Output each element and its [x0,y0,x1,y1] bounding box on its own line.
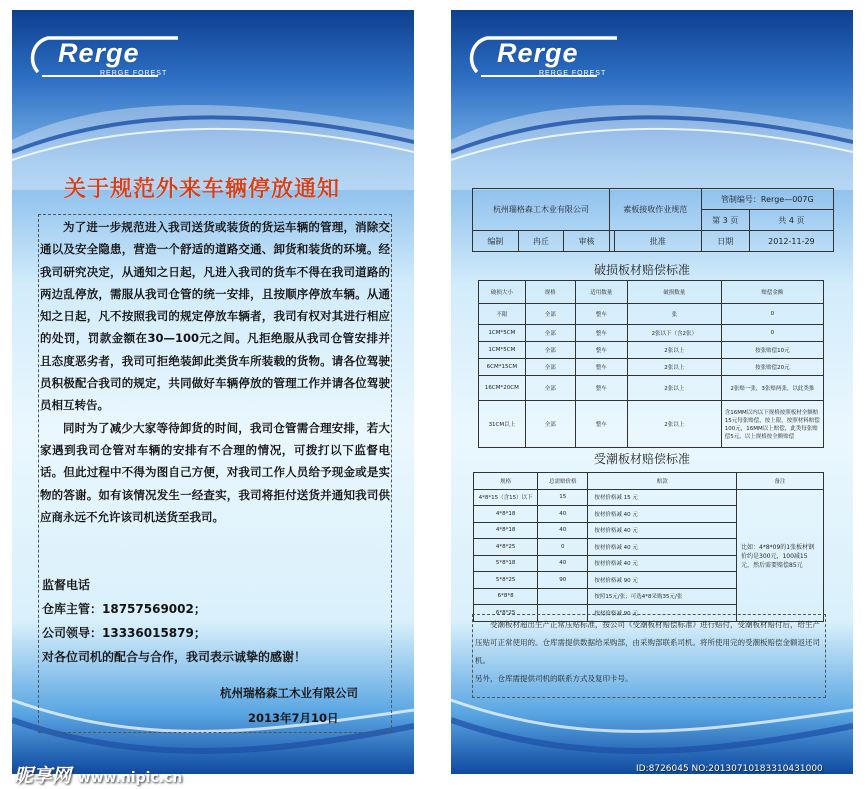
note-paragraph-1: 受潮板材超出生产正常压贴标准，按公司《受潮板材赔偿标准》进行赔付，受潮板材赔付后，给生产压贴可正常使用的。仓库需提供数据给采购部，由采购部联系司机。将所使用完的受潮板赔偿金额返还司机。 [475,620,820,665]
company-signature: 杭州瑞格森工木业有限公司 [220,686,358,700]
label-review: 审核 [564,231,610,252]
table-row [479,376,824,401]
table-cell: 按张赔偿10元 [721,342,823,359]
table-cell: 整车 [575,325,627,342]
notice-paragraph-2: 同时为了减少大家等待卸货的时间，我司仓管需合理安排，若大家遇到我司仓管对车辆的安排有不合理的情况，可拨打以下监督电话。但此过程中不得为图自己方便，对我司工作人员给予现金或是实物的答谢。如有该情况发生一经查实，我司将拒付送货并通知我司供应商永远不允许该司机送货至我司。 [40,420,390,524]
table-cell [538,588,588,605]
table-cell: 整车 [575,342,627,359]
table-cell: 全部 [525,376,575,401]
watermark-url: www.nipic.cn [77,770,183,786]
note-paragraph-2: 另外，仓库需提供司机的联系方式及复印卡号。 [475,674,633,683]
table-cell: 整车 [575,359,627,376]
notice-paragraph-1: 为了进一步规范进入我司送货或装货的货运车辆的管理，消除交通以及安全隐患，营造一个舒适的道路交通、卸货和装货的环境。经我司研究决定，从通知之日起，凡进入我司的货车不得在我司道路的两边乱停放，需服从我司仓管的统一安排，且按顺序停放车辆。从通知之日起，凡不按照我司的规定停放车辆者，我司有权对其进行相应的处罚，罚款金额在30—100元之间。凡拒绝服从我司仓管安排并且态度恶劣者，我司可拒绝装卸此类货车所装载的货物。请各位驾驶员积极配合我司的规定，共同做好车辆停放的管理工作并请各位驾驶员相互转告。 [40,220,390,413]
table-cell: 2张以上 [627,359,721,376]
table-cell: 40 [538,555,588,572]
table-cell: 4*8*25 [474,539,538,556]
notice-body [40,216,390,528]
column-header: 规格 [474,473,538,490]
column-header: 赔偿金额 [721,281,823,304]
table-row [479,359,824,376]
logo-subtitle: RERGE FOREST [539,70,607,77]
table-cell: 5*8*18 [474,555,538,572]
remark-cell: 比如：4*8*09的1张板材钢价约是300元，100减15元，然后需要赔偿85元 [737,489,824,621]
header-doc-title: 素板接收作业规范 [609,189,701,231]
notice-panel [12,10,414,774]
table-cell: 4*8*15（含15）以下 [474,489,538,506]
doc-header-table [472,188,834,252]
header-page: 第 3 页 [701,210,749,231]
table-cell: 2张赔一张，3张赔两张，以此类推 [721,376,823,401]
logo-subtitle: RERGE FOREST [100,70,168,77]
table-cell: 全部 [525,304,575,325]
table-cell: 1CM*5CM [479,325,526,342]
wet-table [473,472,824,622]
column-header: 规格 [525,281,575,304]
standards-panel [451,10,853,774]
table-cell: 0 [721,304,823,325]
logo-text: Rerge [497,38,579,68]
table-cell: 全部 [525,359,575,376]
table-cell: 2张以上 [627,401,721,448]
table-header-row [479,281,824,304]
column-header: 赔款 [588,473,737,490]
table-cell: 5*8*25 [474,572,538,589]
brand-logo [28,32,188,84]
table-cell: 90 [538,572,588,589]
table-cell: 6CM*15CM [479,359,526,376]
table-cell: 按照15元/张；可选4*8采购35元/张 [588,588,737,605]
table-cell: 含16MM以内以下规格按照板材全额赔15元每张赔偿，按上限，按照材料赔偿100元，16MM以上赔偿，此类每张赔偿5元，以上规格按全额赔偿 [721,401,823,448]
wet-title: 受潮板材赔偿标准 [594,452,691,466]
table-cell: 按张赔偿20元 [721,359,823,376]
header-code: 管制编号：Rerge—007G [701,189,833,210]
column-header: 破损大小 [479,281,526,304]
contact-leader: 公司领导：13336015879； [42,626,206,640]
notice-date: 2013年7月10日 [248,711,339,725]
header-date: 2012-11-29 [749,231,833,252]
thanks-line: 对各位司机的配合与合作，我司表示诚挚的感谢！ [42,650,307,664]
table-cell: 不限 [479,304,526,325]
damage-title: 破损板材赔偿标准 [594,263,691,277]
watermark-text: 昵享网 [14,765,72,787]
table-cell: 按材价格减 15 元 [588,489,737,506]
label-approve: 批准 [614,231,701,252]
table-cell: 4*8*18 [474,506,538,523]
table-cell: 整车 [575,401,627,448]
wave-decoration-bottom [451,690,853,774]
table-cell: 按材价格减 40 元 [588,539,737,556]
table-cell: 16CM*20CM [479,376,526,401]
table-row [479,304,824,325]
table-cell: 按材价格减 90 元 [588,572,737,589]
logo-text: Rerge [58,38,140,68]
table-cell: 6*8*25 [474,605,538,622]
header-company: 杭州瑞格森工木业有限公司 [473,189,610,231]
table-header-row [474,473,824,490]
table-row [479,401,824,448]
image-id: ID:8726045 NO:20130710183310431000 [636,764,823,774]
table-cell: 0 [538,539,588,556]
table-cell: 0 [721,325,823,342]
table-cell: 2张以上 [627,376,721,401]
table-cell: 张 [627,304,721,325]
note-body [475,616,823,688]
column-header: 破损数量 [627,281,721,304]
table-cell: 按材价格减 40 元 [588,522,737,539]
brand-logo [467,32,627,84]
watermark [14,761,182,788]
table-cell: 按材价格减 40 元 [588,506,737,523]
table-cell: 整车 [575,376,627,401]
table-cell: 2张以下（含2张） [627,325,721,342]
column-header: 总需赔价格 [538,473,588,490]
notice-title: 关于规范外来车辆停放通知 [64,177,341,202]
editor-name: 冉丘 [518,231,564,252]
table-cell: 全部 [525,401,575,448]
table-row [479,325,824,342]
table-cell: 40 [538,506,588,523]
table-cell: 整车 [575,304,627,325]
table-cell: 按材价格减 40 元 [588,555,737,572]
column-header: 备注 [737,473,824,490]
damage-table [478,280,824,448]
table-cell: 2张以上 [627,342,721,359]
wave-decoration [451,80,853,190]
header-total: 共 4 页 [749,210,833,231]
table-cell: 1CM*5CM [479,342,526,359]
table-cell: 全部 [525,325,575,342]
label-edit: 编制 [473,231,519,252]
table-cell: 6*8*8 [474,588,538,605]
table-cell: 全部 [525,342,575,359]
table-cell: 按材价格减 90 元 [588,605,737,622]
column-header: 适用数量 [575,281,627,304]
table-cell: 31CM以上 [479,401,526,448]
table-cell: 4*8*18 [474,522,538,539]
table-cell: 40 [538,522,588,539]
contact-warehouse: 仓库主管：18757569002； [42,602,206,616]
table-row [474,489,824,506]
table-cell: 15 [538,489,588,506]
contact-heading: 监督电话 [42,578,91,592]
label-date: 日期 [701,231,749,252]
table-row [479,342,824,359]
